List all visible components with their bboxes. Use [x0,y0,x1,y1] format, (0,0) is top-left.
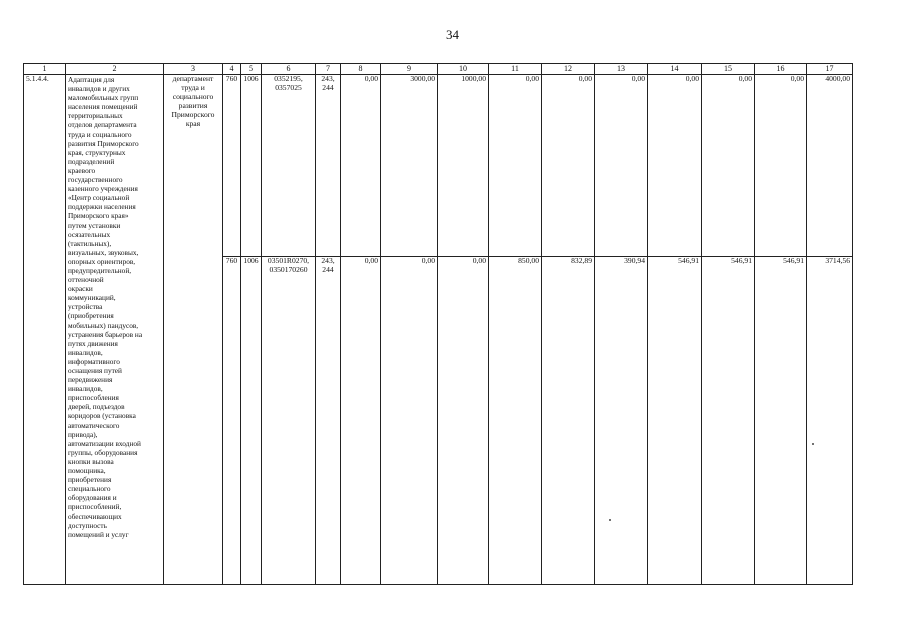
value-cell: 1000,00 [438,75,489,257]
code-target: 03501R0270, 0350170260 [262,257,316,585]
column-header: 2 [66,64,164,75]
code-section: 1006 [241,257,262,585]
description-part2: (тактильных), визуальных, звуковых, опорных ориентиров, предупредительной, оттеночной окраски коммуникаций, устройства (приобретения мобильных) пандусов, устранения барьеров на путях движения инвалидов, информативного оснащения путей передвижения инвалидов, приспособления дверей, подъездов коридоров (установка автоматического привода), автоматизации входной группы, оборудования кнопки вызова помощника, приобретения специального оборудования и приспособлений, обеспечивающих доступность помещений и услуг [68,238,143,539]
value-cell: 0,00 [595,75,648,257]
scan-speck [812,443,814,445]
value-cell: 0,00 [381,257,438,585]
description-cell [66,75,164,585]
responsible-cell: департамент труда и социального развития Приморского края [164,75,223,585]
value-cell: 0,00 [648,75,702,257]
value-cell: 0,00 [438,257,489,585]
code-target: 0352195, 0357025 [262,75,316,257]
value-cell: 0,00 [702,75,755,257]
column-header: 8 [341,64,381,75]
column-header: 7 [316,64,341,75]
code-expense-type: 243, 244 [316,75,341,257]
column-header: 9 [381,64,438,75]
column-header: 3 [164,64,223,75]
description-part1: Адаптация для инвалидов и других маломобильных групп населения помещений территориальных отделов департамента труда и социального развития Приморского края, структурных подразделений краевого государственного казенного учреждения «Центр социальной поддержки населения Приморского края» путем установки осязательных [68,75,139,239]
value-cell: 546,91 [755,257,807,585]
value-cell: 546,91 [702,257,755,585]
value-cell: 0,00 [341,75,381,257]
value-cell: 0,00 [489,75,542,257]
column-header: 11 [489,64,542,75]
value-cell: 832,89 [542,257,595,585]
value-total-cell: 3714,56 [807,257,853,585]
column-header: 4 [223,64,241,75]
table-row [24,75,853,257]
value-cell: 0,00 [341,257,381,585]
column-header: 15 [702,64,755,75]
value-cell: 546,91 [648,257,702,585]
page-number: 34 [446,27,459,42]
value-cell: 850,00 [489,257,542,585]
value-total-cell: 4000,00 [807,75,853,257]
column-header: 1 [24,64,66,75]
column-header: 14 [648,64,702,75]
column-header: 6 [262,64,316,75]
code-grbs: 760 [223,75,241,257]
column-header: 10 [438,64,489,75]
column-header: 16 [755,64,807,75]
value-cell: 390,94 [595,257,648,585]
code-section: 1006 [241,75,262,257]
column-header: 17 [807,64,853,75]
column-header: 5 [241,64,262,75]
scan-speck [609,519,611,521]
value-cell: 3000,00 [381,75,438,257]
code-expense-type: 243, 244 [316,257,341,585]
budget-table [23,63,853,585]
code-grbs: 760 [223,257,241,585]
column-header: 13 [595,64,648,75]
column-header: 12 [542,64,595,75]
row-number: 5.1.4.4. [24,75,66,585]
value-cell: 0,00 [542,75,595,257]
header-row [24,64,853,75]
value-cell: 0,00 [755,75,807,257]
